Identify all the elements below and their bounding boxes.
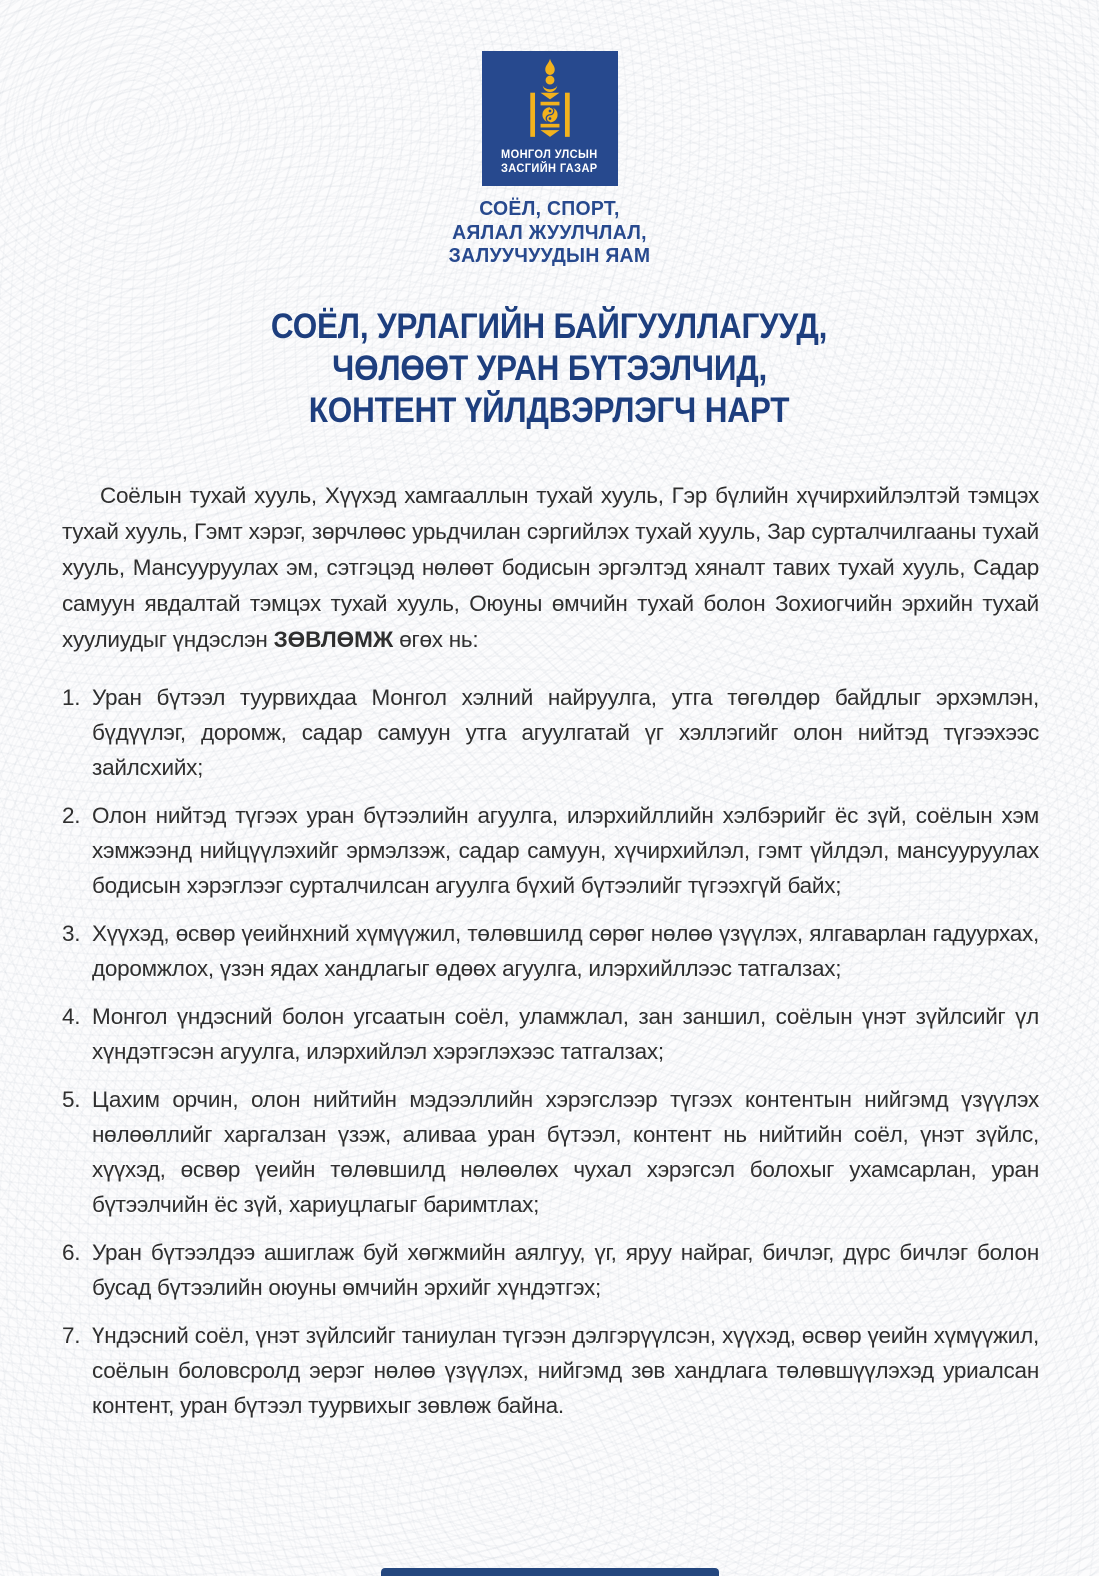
ministry-line1: СОЁЛ, СПОРТ, (479, 198, 620, 220)
document-title (0, 306, 1099, 432)
list-item-number: 6. (62, 1240, 81, 1265)
title-line3: КОНТЕНТ ҮЙЛДВЭРЛЭГЧ НАРТ (309, 391, 790, 430)
logo-org-name (501, 149, 598, 176)
soyombo-icon (524, 58, 576, 145)
intro-tail: өгөх нь: (393, 627, 479, 652)
list-item-number: 5. (62, 1087, 81, 1112)
list-item-number: 7. (62, 1323, 81, 1348)
list-item-text: Олон нийтэд түгээх уран бүтээлийн агуулга, илэрхийллийн хэлбэрийг ёс зүй, соёлын хэм хэмжээнд нийцүүлэхийг эрмэлзэж, садар самуун, хүчирхийлэл, гэмт үйлдэл, мансууруулах бодисын хэрэглээг сурталчилсан агуулга бүхий бүтээлийг түгээхгүй байх; (92, 803, 1039, 898)
logo-org-line2: ЗАСГИЙН ГАЗАР (501, 162, 598, 175)
ministry-name (0, 198, 1099, 269)
document-body (62, 478, 1039, 1423)
footer-bar (381, 1568, 719, 1576)
list-item-number: 2. (62, 803, 81, 828)
advice-list (62, 680, 1039, 1423)
title-line1: СОЁЛ, УРЛАГИЙН БАЙГУУЛЛАГУУД, (271, 307, 828, 346)
list-item-text: Уран бүтээлдээ ашиглаж буй хөгжмийн аялгуу, үг, яруу найраг, бичлэг, дүрс бичлэг болон бусад бүтээлийн оюуны өмчийн эрхийг хүндэтгэх; (92, 1240, 1039, 1300)
list-item-text: Хүүхэд, өсвөр үеийнхний хүмүүжил, төлөвшилд сөрөг нөлөө үзүүлэх, ялгаварлан гадуурхах, доромжлох, үзэн ядах хандлагыг өдөөх агуулга, илэрхийллээс татгалзах; (92, 921, 1039, 981)
list-item-text: Цахим орчин, олон нийтийн мэдээллийн хэрэгслээр түгээх контентын нийгэмд үзүүлэх нөлөөллийг харгалзан үзэж, аливаа уран бүтээл, контент нь нийтийн соёл, үнэт зүйлс, хүүхэд, өсвөр үеийн төлөвшилд нөлөөлөх чухал хэрэгсэл болохыг ухамсарлан, уран бүтээлчийн ёс зүй, хариуцлагыг баримтлах; (92, 1087, 1039, 1217)
title-line2: ЧӨЛӨӨТ УРАН БҮТЭЭЛЧИД, (332, 349, 767, 388)
list-item (62, 1235, 1039, 1305)
list-item (62, 1082, 1039, 1222)
intro-text: Соёлын тухай хууль, Хүүхэд хамгааллын тухай хууль, Гэр бүлийн хүчирхийлэлтэй тэмцэх тухай хууль, Гэмт хэрэг, зөрчлөөс урьдчилан сэргийлэх тухай хууль, Зар сурталчилгааны тухай хууль, Мансууруулах эм, сэтгэцэд нөлөөт бодисын эргэлтэд хяналт тавих тухай хууль, Садар самуун явдалтай тэмцэх тухай хууль, Оюуны өмчийн тухай болон Зохиогчийн эрхийн тухай хуулиудыг үндэслэн (62, 483, 1039, 652)
logo-org-line1: МОНГОЛ УЛСЫН (501, 149, 598, 161)
government-logo (482, 51, 618, 186)
ministry-line3: ЗАЛУУЧУУДЫН ЯАМ (448, 245, 651, 267)
list-item-text: Үндэсний соёл, үнэт зүйлсийг таниулан түгээн дэлгэрүүлсэн, хүүхэд, өсвөр үеийн хүмүүжил, соёлын боловсролд эерэг нөлөө үзүүлэх, нийгэмд зөв хандлага төлөвшүүлэхэд уриалсан контент, уран бүтээл туурвихыг зөвлөж байна. (92, 1323, 1039, 1418)
list-item-number: 1. (62, 685, 81, 710)
intro-paragraph (62, 478, 1039, 658)
ministry-line2: АЯЛАЛ ЖУУЛЧЛАЛ, (452, 221, 647, 244)
intro-bold-word: ЗӨВЛӨМЖ (273, 627, 394, 652)
list-item-text: Уран бүтээл туурвихдаа Монгол хэлний найруулга, утга төгөлдөр байдлыг эрхэмлэн, бүдүүлэг, доромж, садар самуун утга агуулгатай үг хэллэгийг олон нийтэд түгээхээс зайлсхийх; (92, 685, 1039, 780)
list-item-text: Монгол үндэсний болон угсаатын соёл, уламжлал, зан заншил, соёлын үнэт зүйлсийг үл хүндэтгэсэн агуулга, илэрхийлэл хэрэглэхээс татгалзах; (92, 1004, 1039, 1064)
list-item-number: 3. (62, 921, 81, 946)
list-item-number: 4. (62, 1004, 81, 1029)
list-item (62, 798, 1039, 903)
list-item (62, 916, 1039, 986)
list-item (62, 999, 1039, 1069)
list-item (62, 1318, 1039, 1423)
list-item (62, 680, 1039, 785)
